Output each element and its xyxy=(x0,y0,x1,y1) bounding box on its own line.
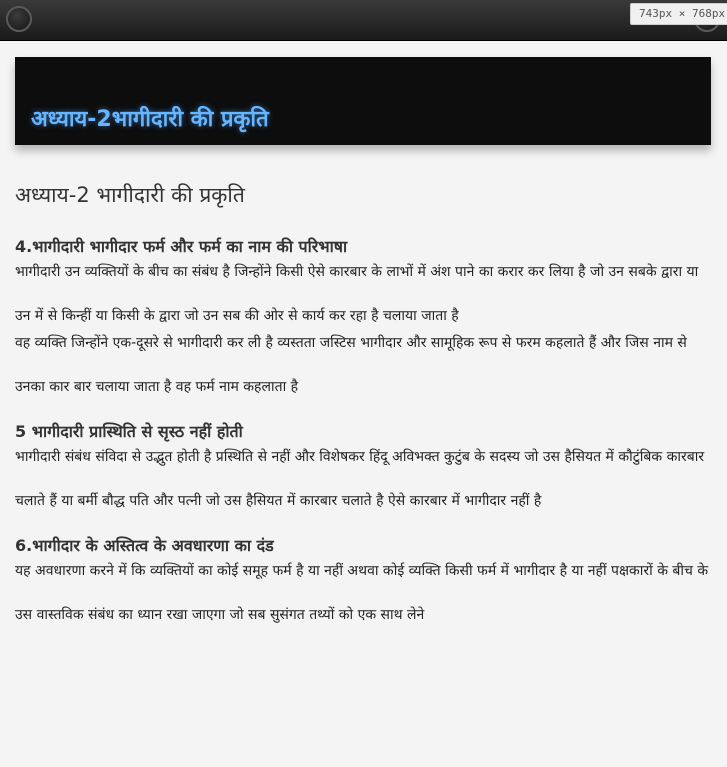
size-tooltip: 743px × 768px xyxy=(630,3,727,25)
paragraph: यह अवधारणा करने में कि व्यक्तियों का कोई समूह फर्म है या नहीं अथवा कोई व्यक्ति किसी फर्म में भागीदार है या नहीं पक्षकारों के बीच के उस वास्तविक संबंध का ध्यान रखा जाएगा जो सब सुसंगत तथ्यों को एक साथ लेने xyxy=(15,563,709,623)
back-circle-icon[interactable] xyxy=(6,6,32,32)
banner-title: अध्याय-2भागीदारी की प्रकृति xyxy=(31,107,269,132)
section xyxy=(15,419,711,523)
header-banner xyxy=(15,57,711,145)
section-heading: 6.भागीदार के अस्तित्व के अवधारणा का दंड xyxy=(15,536,274,555)
section-heading: 5 भागीदारी प्रास्थिति से सृस्ठ नहीं होती xyxy=(15,422,243,441)
paragraph: भागीदारी संबंध संविदा से उद्भुत होती है प्रस्थिति से नहीं और विशेषकर हिंदू अविभक्त कुटुंब के सदस्य जो उस हैसियत में कौटुंबिक कारबार चलाते हैं या बर्मी बौद्ध पति और पत्नी जो उस हैसियत में कारबार चलाते है ऐसे कारबार में भागीदार नहीं है xyxy=(15,449,705,509)
section-heading: 4.भागीदारी भागीदार फर्म और फर्म का नाम की परिभाषा xyxy=(15,237,348,256)
article-content xyxy=(15,178,711,647)
paragraph: वह व्यक्ति जिन्होंने एक-दूसरे से भागीदारी कर ली है व्यस्तता जस्टिस भागीदार और सामूहिक रूप से फरम कहलाते हैं और जिस नाम से उनका कार बार चलाया जाता है वह फर्म नाम कहलाता है xyxy=(15,335,687,395)
browser-toolbar xyxy=(0,0,727,41)
section xyxy=(15,533,711,637)
section xyxy=(15,234,711,409)
paragraph: भागीदारी उन व्यक्तियों के बीच का संबंध है जिन्होंने किसी ऐसे कारबार के लाभों में अंश पाने का करार कर लिया है जो उन सबके द्वारा या उन में से किन्हीं या किसी के द्वारा जो उन सब की ओर से कार्य कर रहा है चलाया जाता है xyxy=(15,264,699,324)
page-title: अध्याय-2 भागीदारी की प्रकृति xyxy=(15,183,245,207)
